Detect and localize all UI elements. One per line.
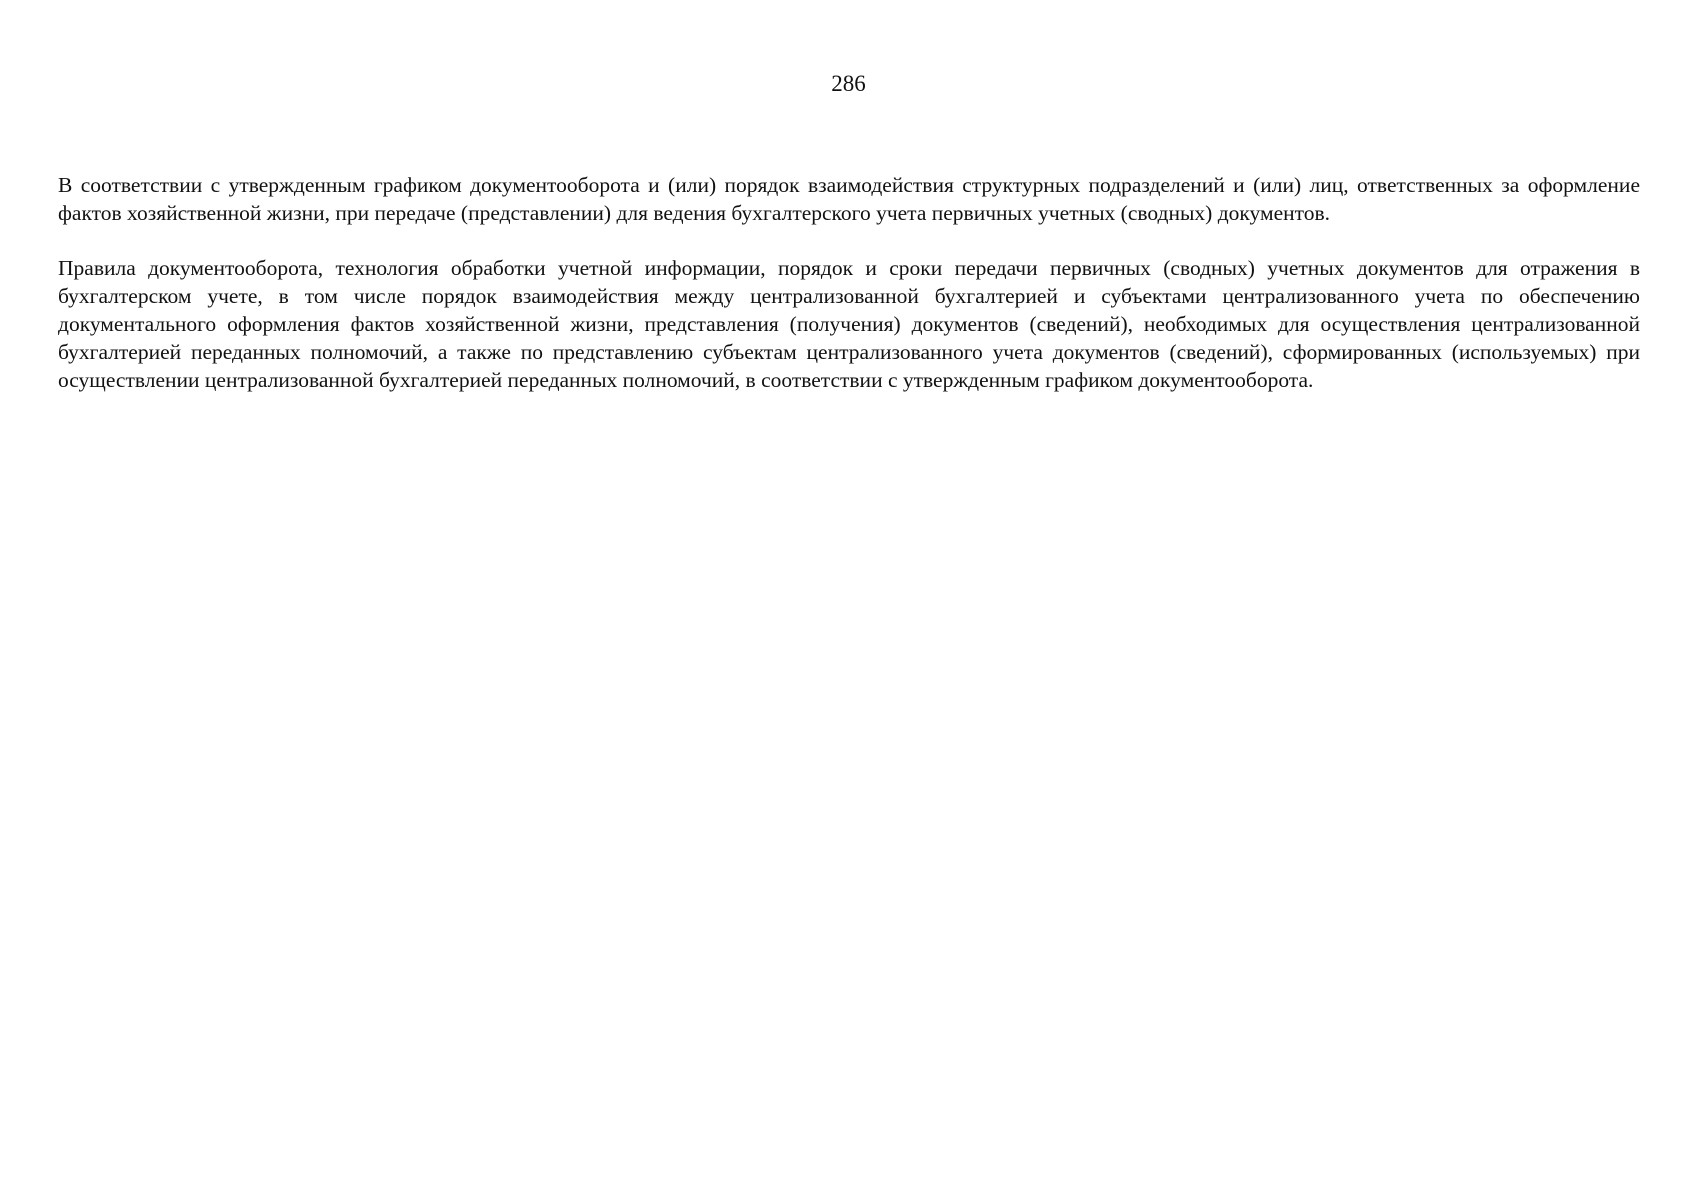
paragraph-document-flow-order: В соответствии с утвержденным графиком документооборота и (или) порядок взаимодействия структурных подразделений и (или) лиц, ответственных за оформление фактов хозяйственной жизни, при передаче (представлении) для ведения бухгалтерского учета первичных учетных (сводных) документов. xyxy=(58,173,1640,225)
page-number: 286 xyxy=(831,71,866,96)
paragraph-document-flow-rules: Правила документооборота, технология обработки учетной информации, порядок и сроки передачи первичных (сводных) учетных документов для отражения в бухгалтерском учете, в том числе порядок взаимодействия между централизованной бухгалтерией и субъектами централизованного учета по обеспечению документального оформления фактов хозяйственной жизни, представления (получения) документов (сведений), необходимых для осуществления централизованной бухгалтерией переданных полномочий, а также по представлению субъектам централизованного учета документов (сведений), сформированных (используемых) при осуществлении централизованной бухгалтерией переданных полномочий, в соответствии с утвержденным графиком документооборота. xyxy=(58,256,1640,392)
document-body xyxy=(58,171,1640,394)
